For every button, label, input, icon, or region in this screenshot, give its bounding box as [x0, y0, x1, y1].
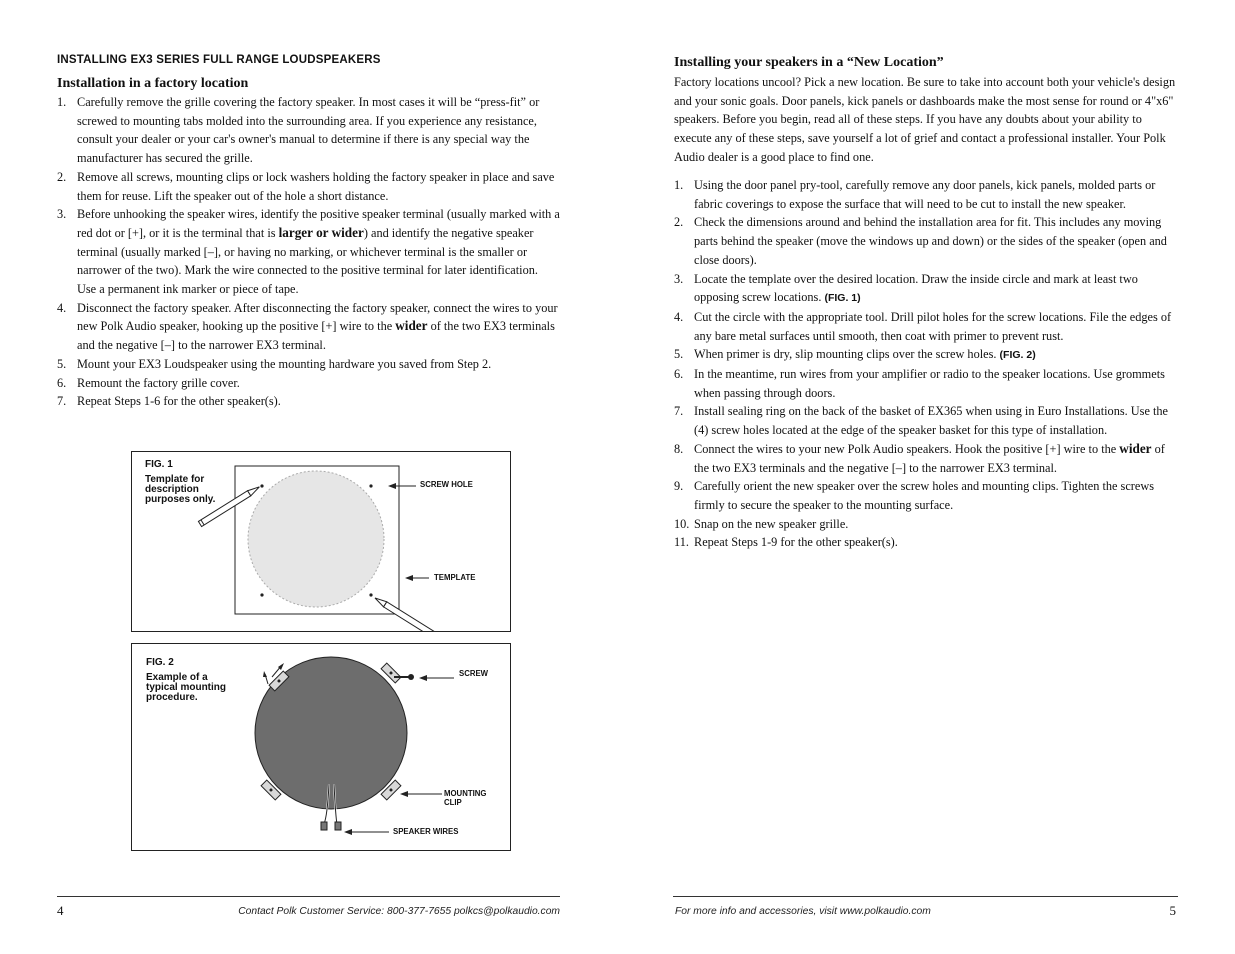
figure-2-title: FIG. 2 — [146, 657, 174, 668]
template-illustration — [132, 452, 510, 631]
step-number: 5. — [674, 347, 684, 362]
step-text: Repeat Steps 1-9 for the other speaker(s). — [694, 535, 898, 550]
step-number: 3. — [57, 207, 67, 222]
wire-terminal — [335, 822, 341, 830]
figure-1-title: FIG. 1 — [145, 459, 173, 470]
screw-hole-mark — [260, 593, 263, 596]
step-text: Locate the template over the desired location. Draw the inside circle and mark at least two opposing screw locations. — [694, 271, 1138, 305]
step-number: 6. — [674, 367, 684, 382]
screw-head — [408, 674, 414, 680]
screw-hole-label: SCREW HOLE — [420, 480, 473, 489]
step-text: In the meantime, run wires from your amplifier or radio to the speaker locations. Use grommets when passing through doors. — [694, 367, 1165, 400]
step-text: Mount your EX3 Loudspeaker using the mounting hardware you saved from Step 2. — [77, 356, 492, 371]
step-number: 4. — [57, 300, 67, 315]
step-item — [57, 374, 560, 393]
step-text: Carefully remove the grille covering the factory speaker. In most cases it will be “press-fit” or screwed to mounting tabs molded into the surrounding area. If you experience any resistance, consult your dealer or your car's owner's manual to determine if there is any special way the manufacturer has secured the grille. — [77, 95, 540, 166]
emphasis-text: wider — [395, 318, 428, 334]
footer-contact: Contact Polk Customer Service: 800-377-7655 polkcs@polkaudio.com — [238, 906, 560, 917]
step-item — [674, 308, 1179, 345]
new-location-heading: Installing your speakers in a “New Location” — [674, 55, 944, 70]
step-number: 6. — [57, 375, 67, 390]
step-item — [674, 365, 1179, 402]
emphasis-text: wider — [1119, 440, 1152, 456]
screw-label: SCREW — [459, 669, 489, 678]
emphasis-text: larger or wider — [278, 224, 364, 240]
mounting-clip-label: MOUNTING CLIP — [444, 789, 487, 807]
figure-2-caption: Example of a typical mounting procedure. — [146, 672, 226, 703]
step-number: 8. — [674, 441, 684, 456]
step-text: Remove all screws, mounting clips or lock washers holding the factory speaker in place and save them for reuse. Lift the speaker out of the hole a short distance. — [77, 169, 555, 203]
factory-location-heading: Installation in a factory location — [57, 76, 249, 91]
step-number: 1. — [674, 178, 684, 192]
page-number: 4 — [57, 903, 64, 918]
new-location-steps — [674, 176, 1179, 552]
step-item — [57, 355, 560, 374]
step-item — [674, 402, 1179, 439]
step-text: Snap on the new speaker grille. — [694, 516, 849, 531]
step-item — [674, 270, 1179, 308]
template-label: TEMPLATE — [434, 573, 476, 582]
step-number: 1. — [57, 95, 67, 109]
step-text: Cut the circle with the appropriate tool. Drill pilot holes for the screw locations. File the edges of any bare metal surfaces until smooth, then coat with primer to prevent rust. — [694, 309, 1172, 343]
step-text: ) and identify the negative speaker terminal (usually marked [–], or having no marking, or whichever terminal is the smaller or narrower of the two). Mark the wire connected to the positive terminal for later identification. Use a permanent ink marker or piece of tape. — [77, 225, 538, 297]
step-text: Repeat Steps 1-6 for the other speaker(s). — [77, 394, 281, 409]
step-item — [57, 93, 560, 168]
template-circle — [248, 471, 384, 607]
step-number: 7. — [674, 404, 684, 419]
step-item — [57, 205, 560, 299]
step-text: When primer is dry, slip mounting clips over the screw holes. — [694, 347, 1000, 362]
figure-2 — [131, 643, 511, 851]
step-item — [674, 533, 1179, 552]
step-number: 7. — [57, 394, 67, 409]
factory-install-steps — [57, 93, 560, 411]
mounting-illustration — [132, 644, 510, 850]
step-item — [674, 440, 1179, 477]
left-page — [0, 0, 617, 954]
page-number: 5 — [1169, 903, 1176, 918]
step-item — [674, 345, 1179, 365]
screw-hole-mark — [369, 484, 372, 487]
figure-1-caption: Template for description purposes only. — [145, 474, 216, 505]
step-number: 5. — [57, 356, 67, 371]
figure-1 — [131, 451, 511, 632]
figure-reference: (FIG. 2) — [999, 349, 1036, 362]
section-heading: INSTALLING EX3 SERIES FULL RANGE LOUDSPEAKERS — [57, 54, 381, 66]
step-text: of the two EX3 terminals and the negative [–] to the narrower EX3 terminal. — [77, 319, 555, 353]
step-text: Remount the factory grille cover. — [77, 375, 240, 390]
step-item — [674, 213, 1179, 269]
step-number: 11. — [674, 535, 689, 550]
screw-hole-mark — [369, 593, 372, 596]
footer-rule — [57, 896, 560, 897]
step-number: 2. — [674, 215, 684, 230]
step-number: 10. — [674, 516, 690, 531]
step-item — [674, 176, 1179, 213]
step-number: 4. — [674, 309, 684, 324]
figure-reference: (FIG. 1) — [824, 292, 861, 305]
step-text: Check the dimensions around and behind the installation area for fit. This includes any moving parts behind the speaker (move the windows up and down) or the sides of the speaker (open and close doors). — [694, 215, 1167, 267]
step-number: 9. — [674, 479, 684, 494]
step-text: Using the door panel pry-tool, carefully remove any door panels, kick panels, molded parts or fabric coverings to expose the surface that will need to be cut to install the new speaker. — [694, 178, 1156, 211]
step-text: Install sealing ring on the back of the basket of EX365 when using in Euro Installations. Use the (4) screw holes located at the edge of the speaker basket for this type of installation. — [694, 404, 1169, 438]
step-item — [674, 515, 1179, 534]
step-text: Carefully orient the new speaker over the screw holes and mounting clips. Tighten the screws firmly to secure the speaker to the mounting surface. — [694, 479, 1154, 512]
footer-website: For more info and accessories, visit www.polkaudio.com — [675, 906, 931, 917]
footer-rule — [673, 896, 1178, 897]
step-item — [57, 168, 560, 205]
screw-hole-mark — [260, 484, 263, 487]
step-text: Before unhooking the speaker wires, identify the positive speaker terminal (usually marked with a red dot or [+], or it is the terminal that is — [77, 207, 560, 240]
step-number: 3. — [674, 271, 684, 286]
step-text: of the two EX3 terminals and the negative [–] to the narrower EX3 terminal. — [694, 441, 1165, 475]
wire-terminal — [321, 822, 327, 830]
step-item — [57, 392, 560, 411]
speaker-wires-label: SPEAKER WIRES — [393, 827, 459, 836]
step-item — [674, 477, 1179, 514]
step-number: 2. — [57, 169, 67, 184]
new-location-intro: Factory locations uncool? Pick a new location. Be sure to take into account both your vehicle's design and your sonic goals. Door panels, kick panels or dashboards make the most sense for round or 4"x6" speakers. Before you begin, read all of these steps. If you have any doubts about your ability to execute any of these steps, save yourself a lot of grief and contact a professional installer. Your Polk Audio dealer is a good place to find one. — [674, 75, 1176, 164]
right-page — [617, 0, 1235, 954]
step-text: Disconnect the factory speaker. After disconnecting the factory speaker, connect the wires to your new Polk Audio speaker, hooking up the positive [+] wire to the — [77, 300, 558, 334]
step-item — [57, 299, 560, 355]
step-text: Connect the wires to your new Polk Audio speakers. Hook the positive [+] wire to the — [694, 441, 1120, 456]
